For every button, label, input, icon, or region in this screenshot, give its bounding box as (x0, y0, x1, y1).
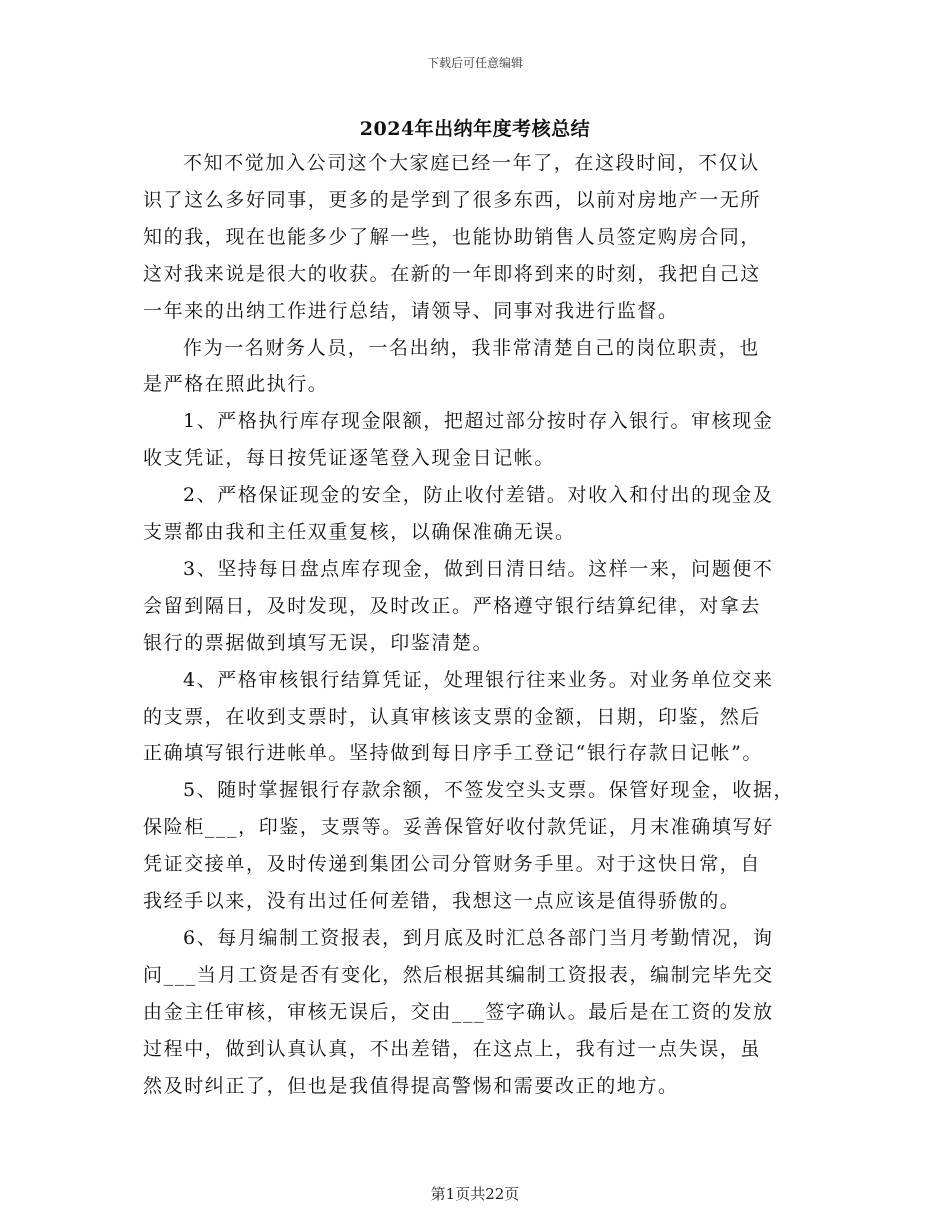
document-body (0, 148, 950, 1128)
page-header-note: 下载后可任意编辑 (426, 56, 523, 70)
paragraph-line: 保险柜___，印鉴，支票等。妥善保管好收付款凭证，月末准确填写好 (143, 816, 774, 838)
paragraph-line: 凭证交接单，及时传递到集团公司分管财务手里。对于这快日常，自 (143, 853, 762, 875)
paragraph-line: 这对我来说是很大的收获。在新的一年即将到来的时刻，我把自己这 (143, 263, 762, 285)
paragraph-line: 收支凭证，每日按凭证逐笔登入现金日记帐。 (143, 447, 556, 469)
paragraph-line: 我经手以来，没有出过任何差错，我想这一点应该是值得骄傲的。 (143, 890, 741, 912)
document-title: 2024年出纳年度考核总结 (359, 118, 591, 140)
page-number: 第1页共22页 (430, 1185, 520, 1203)
paragraph-line: 银行的票据做到填写无误，印鉴清楚。 (143, 632, 494, 654)
paragraph-line: 是严格在照此执行。 (143, 373, 329, 395)
paragraph-line: 3、坚持每日盘点库存现金，做到日清日结。这样一来，问题便不 (183, 558, 774, 580)
paragraph-line: 的支票，在收到支票时，认真审核该支票的金额，日期，印鉴，然后 (143, 706, 762, 728)
paragraph-line: 5、随时掌握银行存款余额，不签发空头支票。保管好现金，收据， (183, 779, 795, 801)
paragraph-line: 过程中，做到认真认真，不出差错，在这点上，我有过一点失误，虽 (143, 1038, 762, 1060)
paragraph-line: 然及时纠正了，但也是我值得提高警惕和需要改正的地方。 (143, 1075, 679, 1097)
paragraph-line: 识了这么多好同事，更多的是学到了很多东西，以前对房地产一无所 (143, 189, 762, 211)
paragraph-line: 4、严格审核银行结算凭证，处理银行往来业务。对业务单位交来 (183, 669, 774, 691)
paragraph-line: 一年来的出纳工作进行总结，请领导、同事对我进行监督。 (143, 300, 679, 322)
paragraph-line: 2、严格保证现金的安全，防止收付差错。对收入和付出的现金及 (183, 484, 774, 506)
paragraph-line: 正确填写银行进帐单。坚持做到每日序手工登记“银行存款日记帐”。 (143, 742, 764, 764)
paragraph-line: 6、每月编制工资报表，到月底及时汇总各部门当月考勤情况，询 (183, 927, 774, 949)
paragraph-line: 会留到隔日，及时发现，及时改正。严格遵守银行结算纪律，对拿去 (143, 595, 762, 617)
paragraph-line: 支票都由我和主任双重复核，以确保准确无误。 (143, 521, 576, 543)
paragraph-line: 知的我，现在也能多少了解一些，也能协助销售人员签定购房合同， (143, 226, 762, 248)
paragraph-line: 由金主任审核，审核无误后，交由___签字确认。最后是在工资的发放 (143, 1001, 774, 1023)
paragraph-line: 不知不觉加入公司这个大家庭已经一年了，在这段时间，不仅认 (183, 152, 760, 174)
paragraph-line: 1、严格执行库存现金限额，把超过部分按时存入银行。审核现金 (183, 410, 774, 432)
paragraph-line: 作为一名财务人员，一名出纳，我非常清楚自己的岗位职责，也 (183, 337, 760, 359)
paragraph-line: 问___当月工资是否有变化，然后根据其编制工资报表，编制完毕先交 (143, 964, 774, 986)
